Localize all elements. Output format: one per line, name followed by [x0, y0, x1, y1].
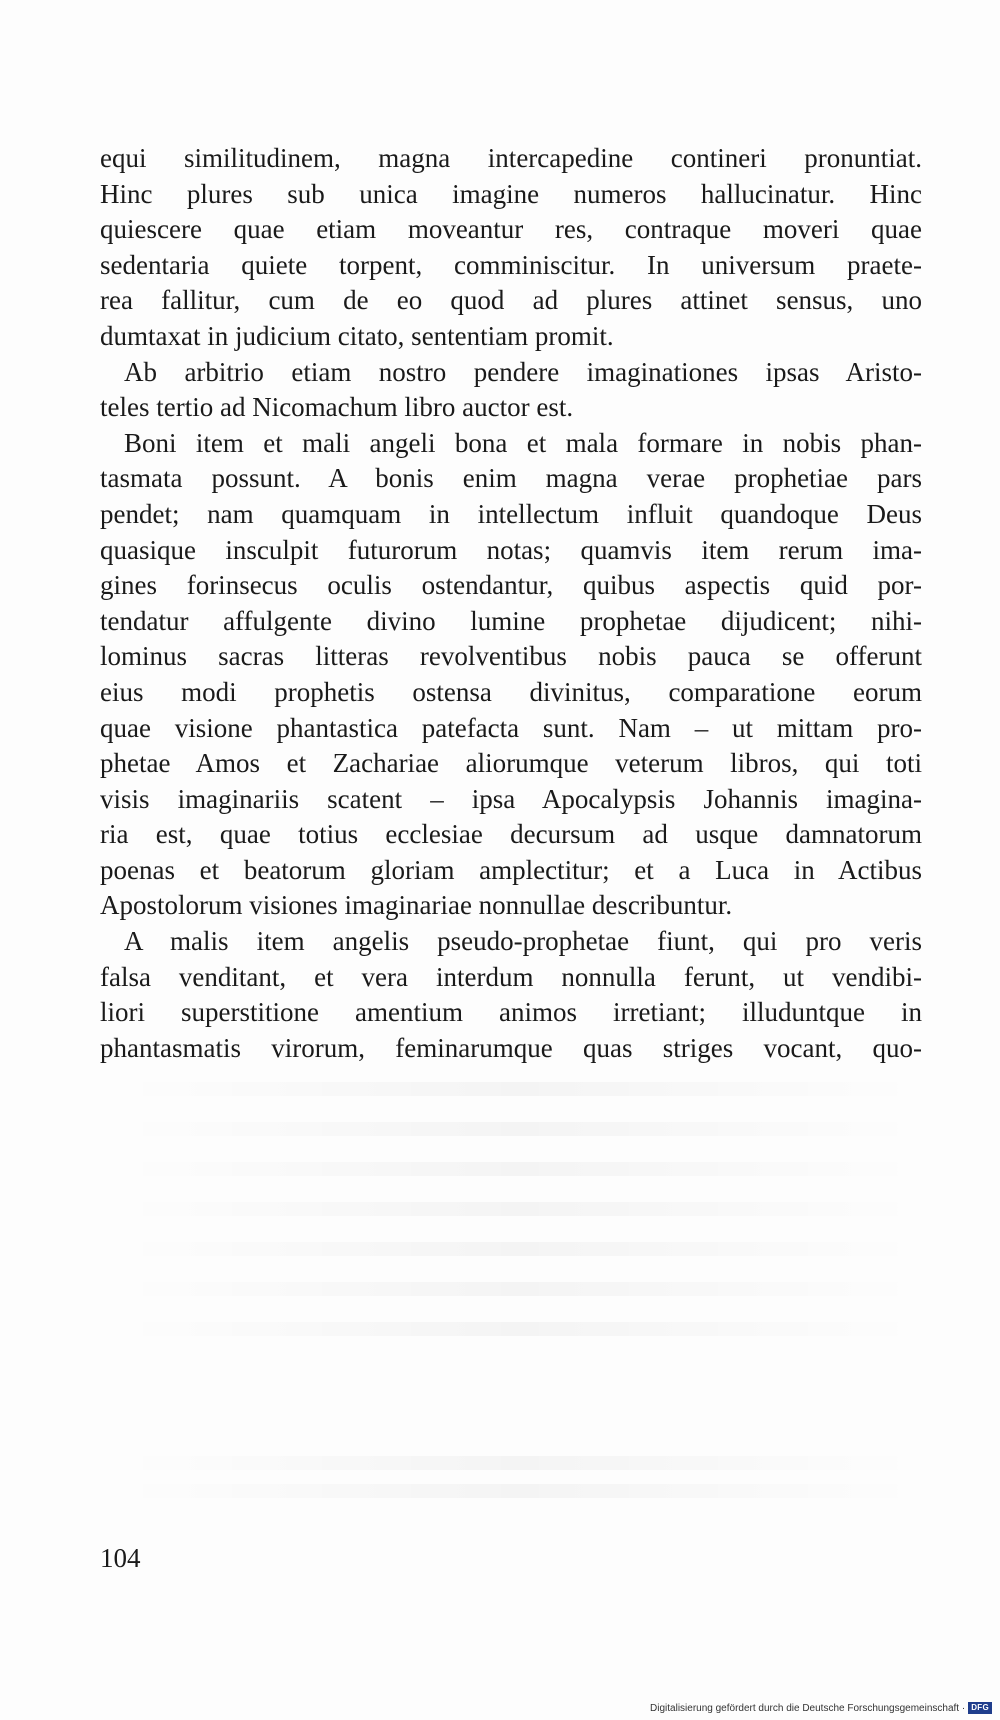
paragraph — [100, 355, 922, 426]
text-line: quae visione phantastica patefacta sunt. Nam – ut mittam pro- — [100, 712, 922, 743]
bleed-through-line — [120, 1242, 920, 1256]
text-line: equi similitudinem, magna intercapedine contineri pronuntiat. — [100, 143, 922, 173]
digitization-footer — [650, 1700, 992, 1716]
text-line: liori superstitione amentium animos irretiant; illuduntque in — [100, 997, 922, 1028]
text-line: quasique insculpit futurorum notas; quamvis item rerum ima- — [100, 534, 922, 565]
text-line: falsa venditant, et vera interdum nonnulla ferunt, ut vendibi- — [100, 961, 922, 992]
text-line: phetae Amos et Zachariae aliorumque veterum libros, qui toti — [100, 748, 922, 779]
bleed-through-line — [120, 1122, 920, 1136]
text-line: tendatur affulgente divino lumine prophetae dijudicent; nihi- — [100, 605, 922, 636]
text-line: ria est, quae totius ecclesiae decursum ad usque damnatorum — [100, 819, 922, 850]
text-line: lominus sacras litteras revolventibus nobis pauca se offerunt — [100, 641, 922, 672]
text-line: sedentaria quiete torpent, comminiscitur. In universum praete- — [100, 249, 922, 280]
bleed-through-line — [120, 1322, 920, 1336]
text-line: rea fallitur, cum de eo quod ad plures attinet sensus, uno — [100, 285, 922, 316]
text-line: Boni item et mali angeli bona et mala formare in nobis phan- — [124, 427, 922, 458]
bleed-through-line — [120, 1082, 920, 1096]
bleed-through-line — [120, 1162, 920, 1176]
text-line: quiescere quae etiam moveantur res, contraque moveri quae — [100, 214, 922, 245]
page-number: 104 — [100, 1543, 141, 1573]
text-line: eius modi prophetis ostensa divinitus, comparatione eorum — [100, 676, 922, 707]
text-line: dumtaxat in judicium citato, sententiam promit. — [100, 320, 614, 351]
text-line: gines forinsecus oculis ostendantur, quibus aspectis quid por- — [100, 570, 922, 601]
text-line: Apostolorum visiones imaginariae nonnullae describuntur. — [100, 890, 733, 921]
footer-text: Digitalisierung gefördert durch die Deutsche Forschungsgemeinschaft · — [650, 1702, 966, 1714]
bleed-through-line — [120, 1202, 920, 1216]
text-line: pendet; nam quamquam in intellectum influit quandoque Deus — [100, 498, 922, 529]
text-line: visis imaginariis scatent – ipsa Apocalypsis Johannis imagina- — [100, 783, 922, 814]
body-text — [100, 141, 922, 1066]
dfg-logo: DFG — [968, 1702, 992, 1714]
paragraph — [100, 141, 922, 355]
text-line: A malis item angelis pseudo-prophetae fiunt, qui pro veris — [124, 926, 922, 957]
bleed-through-line — [120, 1456, 920, 1470]
text-line: tasmata possunt. A bonis enim magna verae prophetiae pars — [100, 463, 922, 494]
bleed-through-line — [120, 1484, 920, 1498]
paragraph — [100, 924, 922, 1066]
text-line: Ab arbitrio etiam nostro pendere imaginationes ipsas Aristo- — [124, 356, 922, 387]
bleed-through-line — [120, 1282, 920, 1296]
paragraph — [100, 426, 922, 924]
text-line: teles tertio ad Nicomachum libro auctor est. — [100, 392, 574, 423]
text-line: poenas et beatorum gloriam amplectitur; et a Luca in Actibus — [100, 854, 922, 885]
text-line: phantasmatis virorum, feminarumque quas striges vocant, quo- — [100, 1032, 922, 1063]
text-line: Hinc plures sub unica imagine numeros hallucinatur. Hinc — [100, 178, 922, 209]
